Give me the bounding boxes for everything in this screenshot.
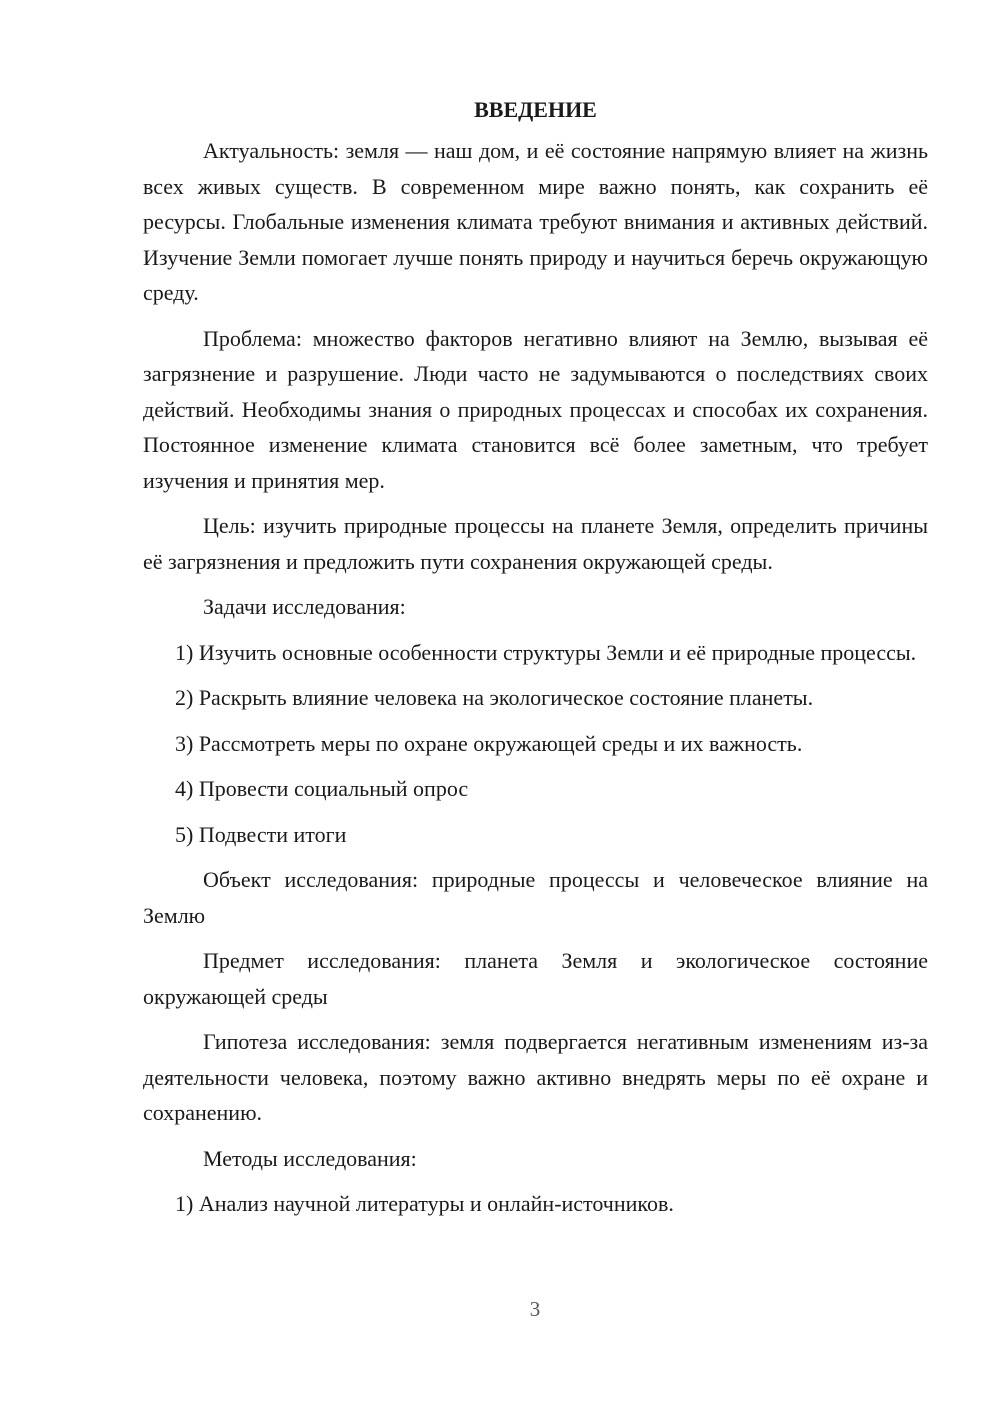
list-item-method-1: 1) Анализ научной литературы и онлайн-источников.: [175, 1191, 674, 1216]
list-item-task-4: 4) Провести социальный опрос: [175, 776, 469, 801]
paragraph-problem: Проблема: множество факторов негативно влияют на Землю, вызывая её загрязнение и разрушение. Люди часто не задумываются о последствиях своих действий. Необходимы знания о природных процессах и способах их сохранения. Постоянное изменение климата становится всё более заметным, что требует изучения и принятия мер.: [143, 325, 928, 493]
list-item-task-3: 3) Рассмотреть меры по охране окружающей среды и их важность.: [175, 730, 803, 756]
paragraph-methods-heading: Методы исследования:: [203, 1145, 417, 1171]
page-number: 3: [529, 1297, 541, 1321]
list-item-task-5: 5) Подвести итоги: [175, 821, 347, 847]
list-item-task-1: 1) Изучить основные особенности структуры Земли и её природные процессы.: [175, 639, 917, 665]
document-page: [143, 92, 928, 1222]
section-title: ВВЕДЕНИЕ: [474, 97, 597, 122]
paragraph-subject: Предмет исследования: планета Земля и экологическое состояние окружающей среды: [143, 948, 928, 1009]
paragraph-hypothesis: Гипотеза исследования: земля подвергается негативным изменениям из-за деятельности человека, поэтому важно активно внедрять меры по её охране и сохранению.: [143, 1029, 928, 1125]
paragraph-goal: Цель: изучить природные процессы на планете Земля, определить причины её загрязнения и предложить пути сохранения окружающей среды.: [143, 513, 928, 574]
paragraph-object: Объект исследования: природные процессы и человеческое влияние на Землю: [143, 867, 928, 928]
list-item-task-2: 2) Раскрыть влияние человека на экологическое состояние планеты.: [175, 685, 814, 710]
paragraph-tasks-heading: Задачи исследования:: [203, 594, 406, 619]
paragraph-relevance: Актуальность: земля — наш дом, и её состояние напрямую влияет на жизнь всех живых существ. В современном мире важно понять, как сохранить её ресурсы. Глобальные изменения климата требуют внимания и активных действий. Изучение Земли помогает лучше понять природу и научиться беречь окружающую среду.: [143, 138, 928, 305]
